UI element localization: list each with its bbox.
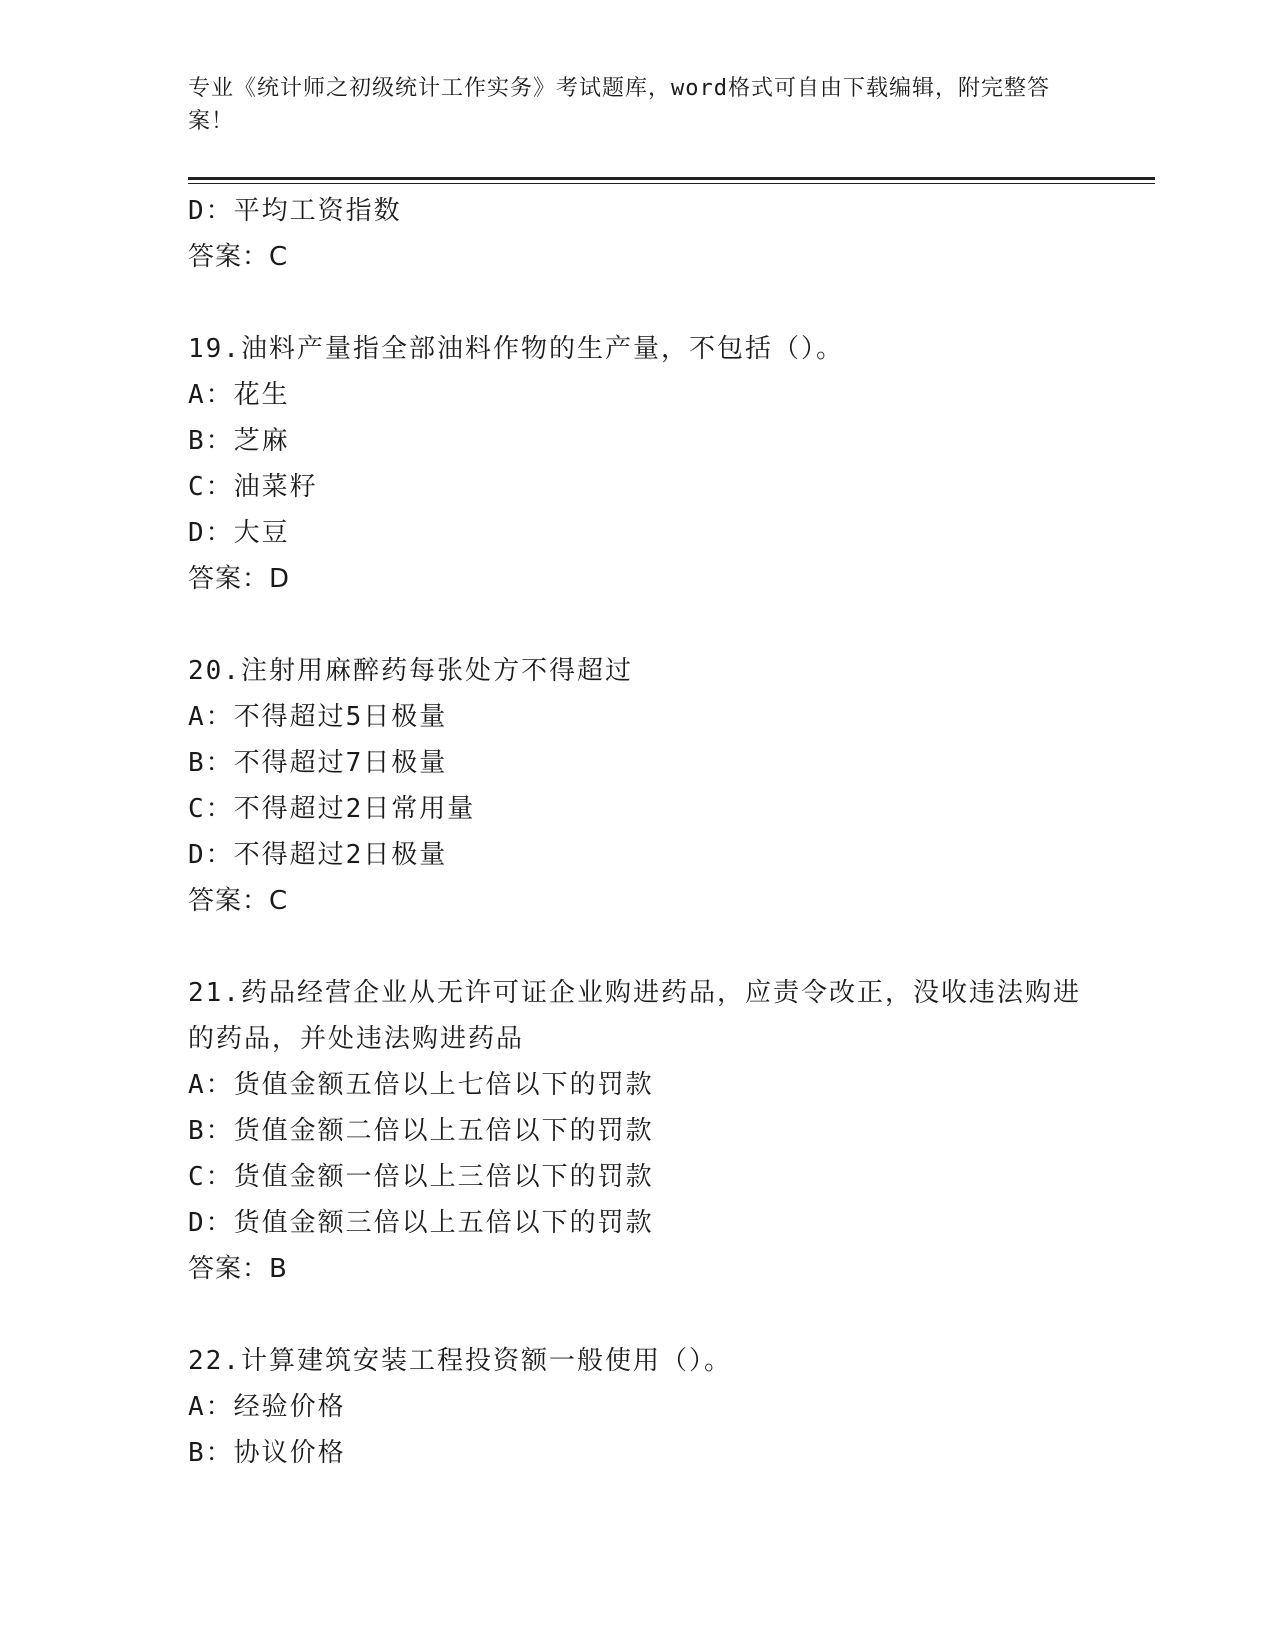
option-c: C：油菜籽 — [188, 472, 318, 502]
question-stem: 20.注射用麻醉药每张处方不得超过 — [188, 656, 633, 686]
question-20 — [188, 648, 1108, 924]
question-stem: 19.油料产量指全部油料作物的生产量，不包括（）。 — [188, 334, 844, 364]
answer: 答案：C — [188, 886, 289, 916]
question-stem: 21.药品经营企业从无许可证企业购进药品，应责令改正，没收违法购进的药品，并处违法购进药品 — [188, 978, 1081, 1054]
question-21 — [188, 970, 1108, 1292]
header-rule-thick — [188, 177, 1155, 180]
option-d: D：大豆 — [188, 518, 290, 548]
option-c: C：货值金额一倍以上三倍以下的罚款 — [188, 1162, 654, 1192]
option-d: D：平均工资指数 — [188, 196, 402, 226]
header-rule-thin — [188, 183, 1155, 184]
option-c: C：不得超过2日常用量 — [188, 794, 476, 824]
option-b: B：协议价格 — [188, 1438, 346, 1468]
answer: 答案：C — [188, 242, 289, 272]
option-a: A：经验价格 — [188, 1392, 346, 1422]
question-list — [188, 188, 1108, 1476]
option-a: A：不得超过5日极量 — [188, 702, 448, 732]
question-19 — [188, 326, 1108, 602]
answer: 答案：D — [188, 564, 291, 594]
option-a: A：花生 — [188, 380, 290, 410]
option-a: A：货值金额五倍以上七倍以下的罚款 — [188, 1070, 654, 1100]
option-b: B：货值金额二倍以上五倍以下的罚款 — [188, 1116, 654, 1146]
page-header: 专业《统计师之初级统计工作实务》考试题库，word格式可自由下载编辑，附完整答案！ — [188, 76, 1050, 134]
option-b: B：芝麻 — [188, 426, 290, 456]
question-22 — [188, 1338, 1108, 1476]
option-b: B：不得超过7日极量 — [188, 748, 448, 778]
option-d: D：不得超过2日极量 — [188, 840, 448, 870]
question-stem: 22.计算建筑安装工程投资额一般使用（）。 — [188, 1346, 732, 1376]
option-d: D：货值金额三倍以上五倍以下的罚款 — [188, 1208, 654, 1238]
answer: 答案：B — [188, 1254, 288, 1284]
